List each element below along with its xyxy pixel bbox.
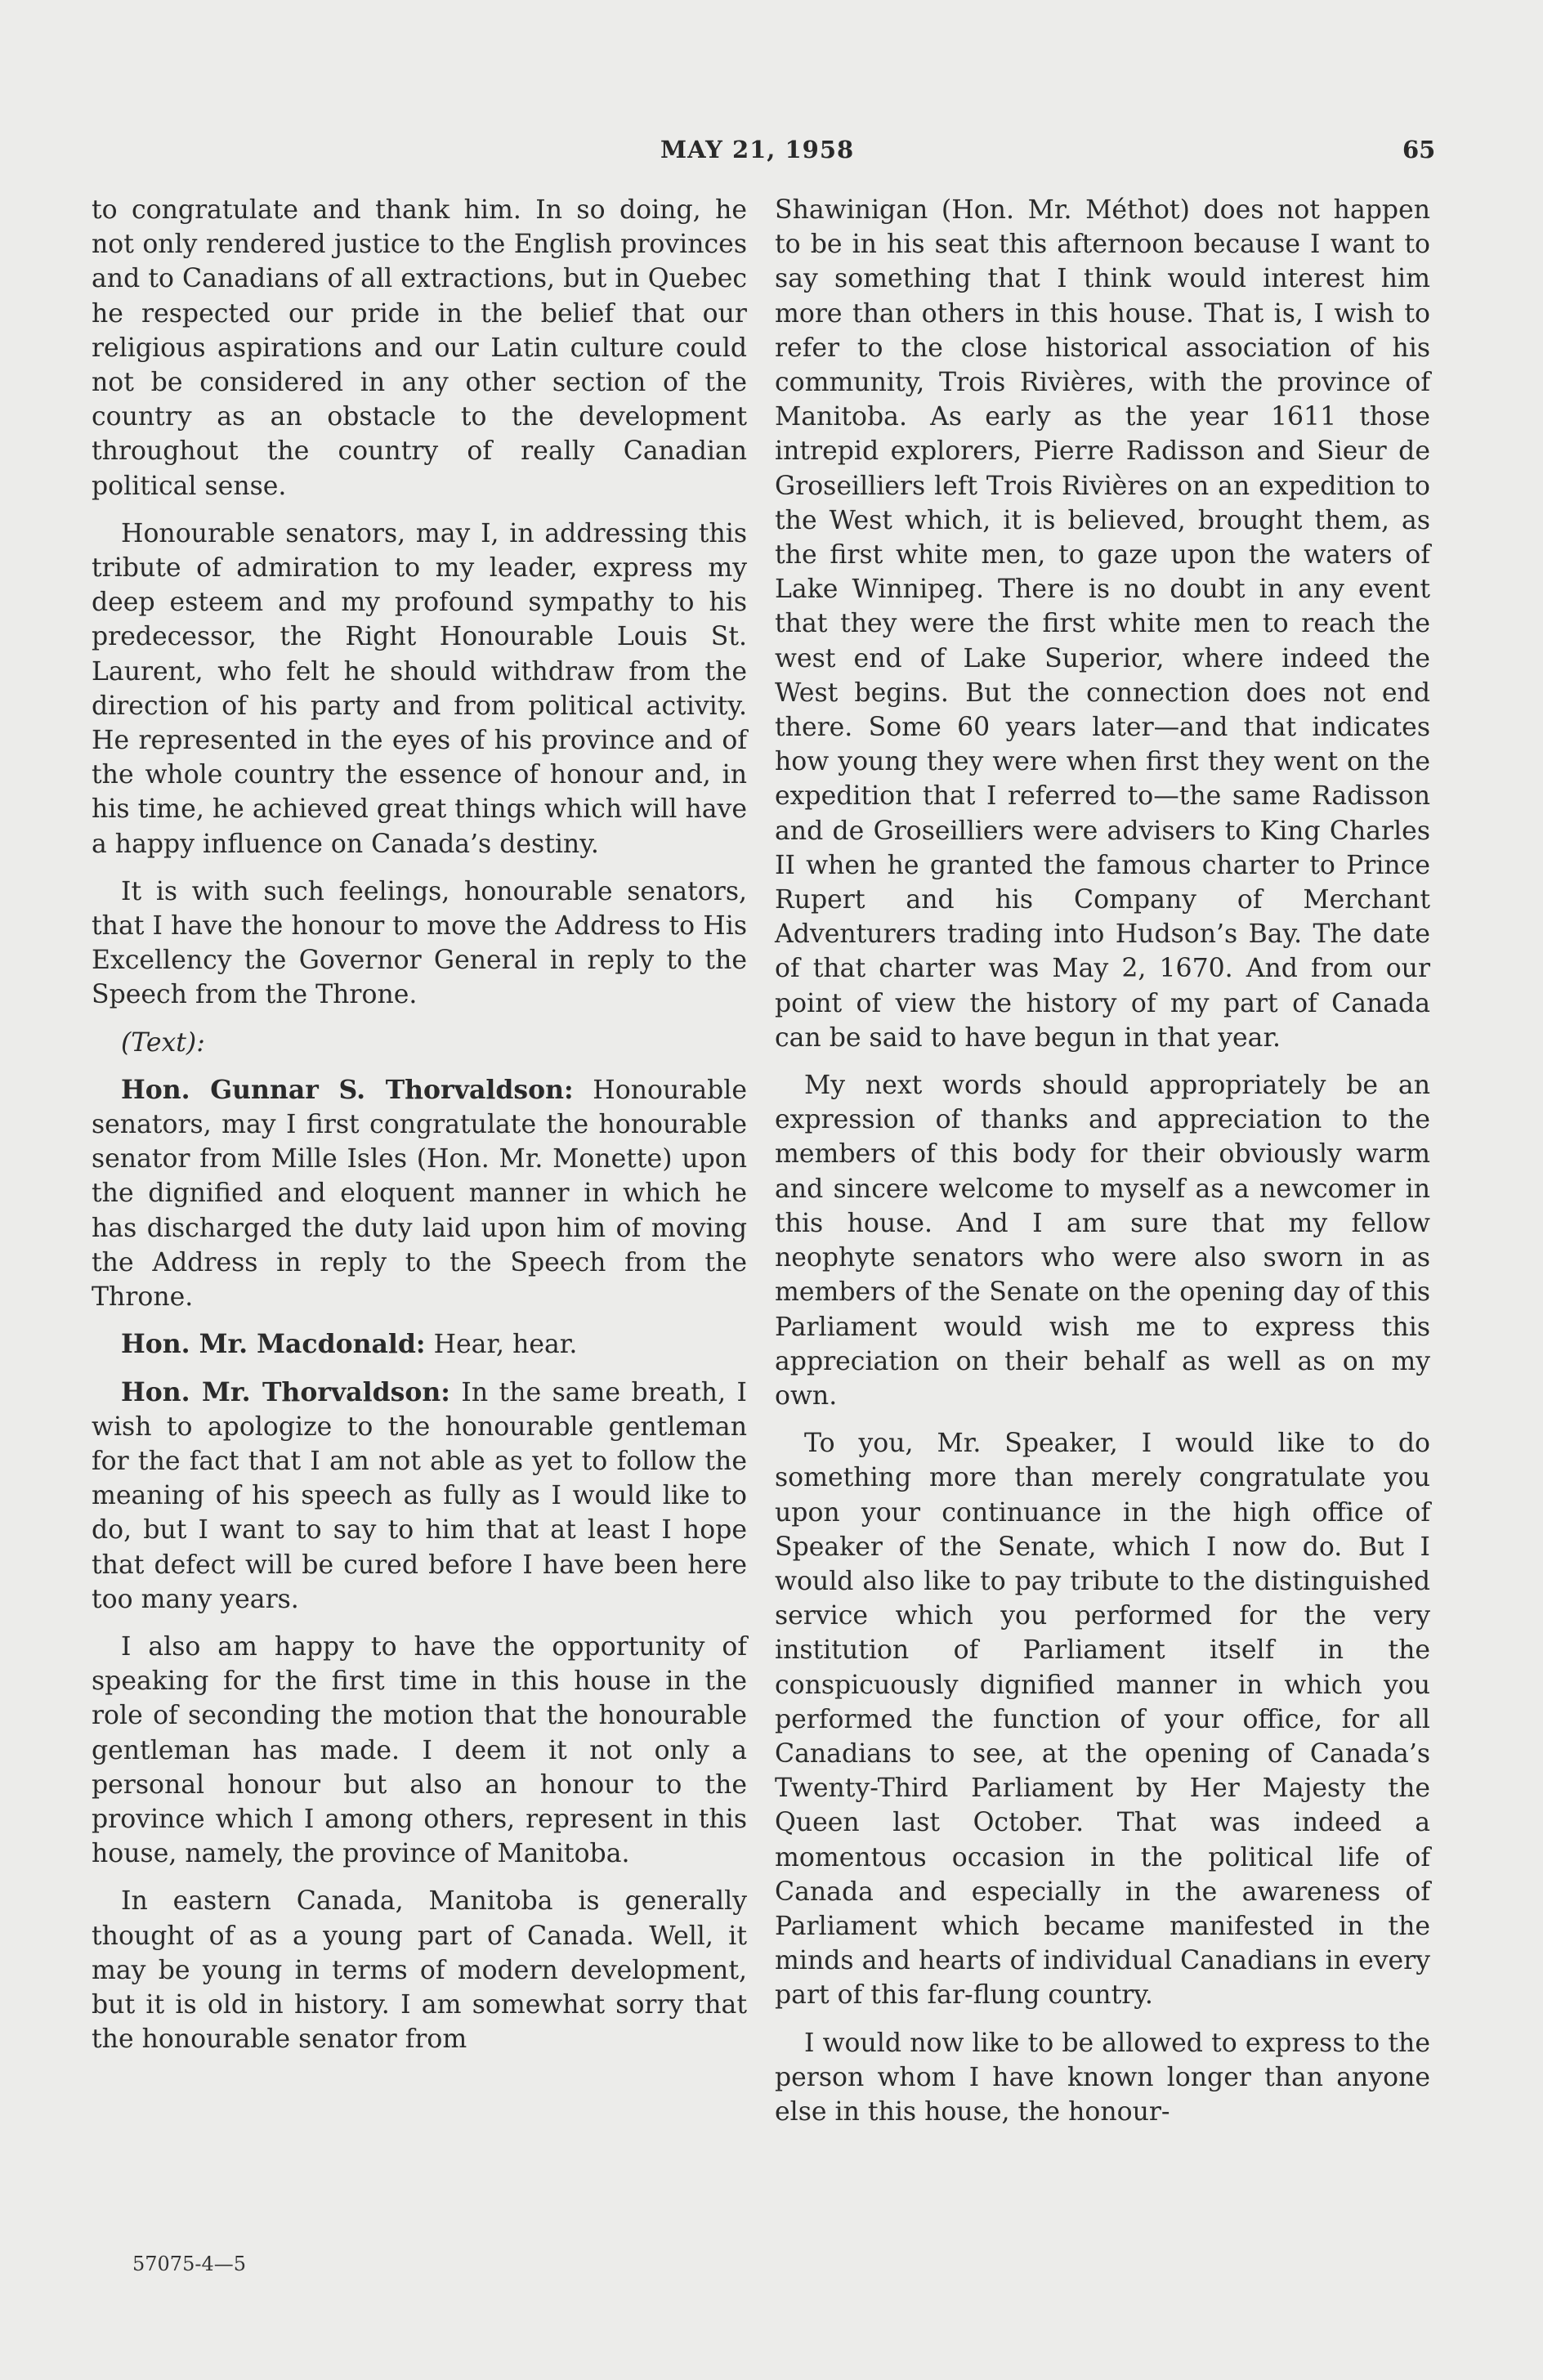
speaker-name: Hon. Mr. Macdonald: [121, 1329, 426, 1360]
page-number: 65 [1402, 136, 1436, 163]
right-column [775, 193, 1430, 2142]
paragraph: Shawinigan (Hon. Mr. Méthot) does not happen to be in his seat this afternoon because I want to say something that I think would interest him more than others in this house. That is, I wish to refer to the close historical association of his community, Trois Rivières, with the province of Manitoba. As early as the year 1611 those intrepid explorers, Pierre Radisson and Sieur de Groseilliers left Trois Rivières on an expedition to the West which, it is believed, brought them, as the first white men, to gaze upon the waters of Lake Winnipeg. There is no doubt in any event that they were the first white men to reach the west end of Lake Superior, where indeed the West begins. But the connection does not end there. Some 60 years later—and that indicates how young they were when first they went on the expedition that I referred to—the same Radisson and de Groseilliers were advisers to King Charles II when he granted the famous charter to Prince Rupert and his Company of Merchant Adventurers trading into Hudson’s Bay. The date of that charter was May 2, 1670. And from our point of view the history of my part of Canada can be said to have begun in that year. [775, 195, 1430, 1053]
speech-text: In the same breath, I wish to apologize to the honourable gentleman for the fact that I am not able as yet to follow the meaning of his speech as fully as I would like to do, but I want to say to him that at least I hope that defect will be cured before I have been here too many years. [92, 1377, 747, 1614]
speech-text: Honourable senators, may I first congratulate the honourable senator from Mille Isles (Hon. Mr. Monette) upon the dignified and eloquent manner in which he has discharged the duty laid upon him of moving the Address in reply to the Speech from the Throne. [92, 1075, 747, 1313]
paragraph: I would now like to be allowed to express to the person whom I have known longer than anyone else in this house, the honour- [775, 2028, 1430, 2127]
page-header [0, 136, 1543, 172]
header-date: MAY 21, 1958 [660, 136, 855, 163]
print-code: 57075-4—5 [132, 2252, 246, 2275]
text-label: (Text): [121, 1027, 205, 1058]
speech-paragraph [92, 1376, 747, 1617]
speech-paragraph [92, 1073, 747, 1314]
speech-paragraph [92, 1327, 747, 1362]
speech-text: Hear, hear. [433, 1330, 578, 1360]
paragraph: to congratulate and thank him. In so doing, he not only rendered justice to the English provinces and to Canadians of all extractions, but in Quebec he respected our pride in the belief that our religious aspirations and our Latin culture could not be considered in any other section of the country as an obstacle to the development throughout the country of really Canadian political sense. [92, 195, 747, 501]
left-column [92, 193, 747, 2069]
paragraph: It is with such feelings, honourable senators, that I have the honour to move the Address to His Excellency the Governor General in reply to the Speech from the Throne. [92, 876, 747, 1010]
paragraph: Honourable senators, may I, in addressing this tribute of admiration to my leader, express my deep esteem and my profound sympathy to his predecessor, the Right Honourable Louis St. Laurent, who felt he should withdraw from the direction of his party and from political activity. He represented in the eyes of his province and of the whole country the essence of honour and, in his time, he achieved great things which will have a happy influence on Canada’s destiny. [92, 518, 747, 859]
speaker-name: Hon. Mr. Thorvaldson: [121, 1376, 450, 1407]
paragraph: My next words should appropriately be an expression of thanks and appreciation to the members of this body for their obviously warm and sincere welcome to myself as a newcomer in this house. And I am sure that my fellow neophyte senators who were also sworn in as members of the Senate on the opening day of this Parliament would wish me to express this appreciation on their behalf as well as on my own. [775, 1071, 1430, 1411]
paragraph: In eastern Canada, Manitoba is generally thought of as a young part of Canada. Well, it may be young in terms of modern development, but it is old in history. I am somewhat sorry that the honourable senator from [92, 1886, 747, 2055]
paragraph: I also am happy to have the opportunity of speaking for the first time in this house in the role of seconding the motion that the honourable gentleman has made. I deem it not only a personal honour but also an honour to the province which I among others, represent in this house, namely, the province of Manitoba. [92, 1631, 747, 1869]
speaker-name: Hon. Gunnar S. Thorvaldson: [121, 1074, 574, 1105]
paragraph: To you, Mr. Speaker, I would like to do something more than merely congratulate you upon your continuance in the high office of Speaker of the Senate, which I now do. But I would also like to pay tribute to the distinguished service which you performed for the very institution of Parliament itself in the conspicuously dignified manner in which you performed the function of your office, for all Canadians to see, at the opening of Canada’s Twenty-Third Parliament by Her Majesty the Queen last October. That was indeed a momentous occasion in the political life of Canada and especially in the awareness of Parliament which became manifested in the minds and hearts of individual Canadians in every part of this far-flung country. [775, 1429, 1430, 2011]
